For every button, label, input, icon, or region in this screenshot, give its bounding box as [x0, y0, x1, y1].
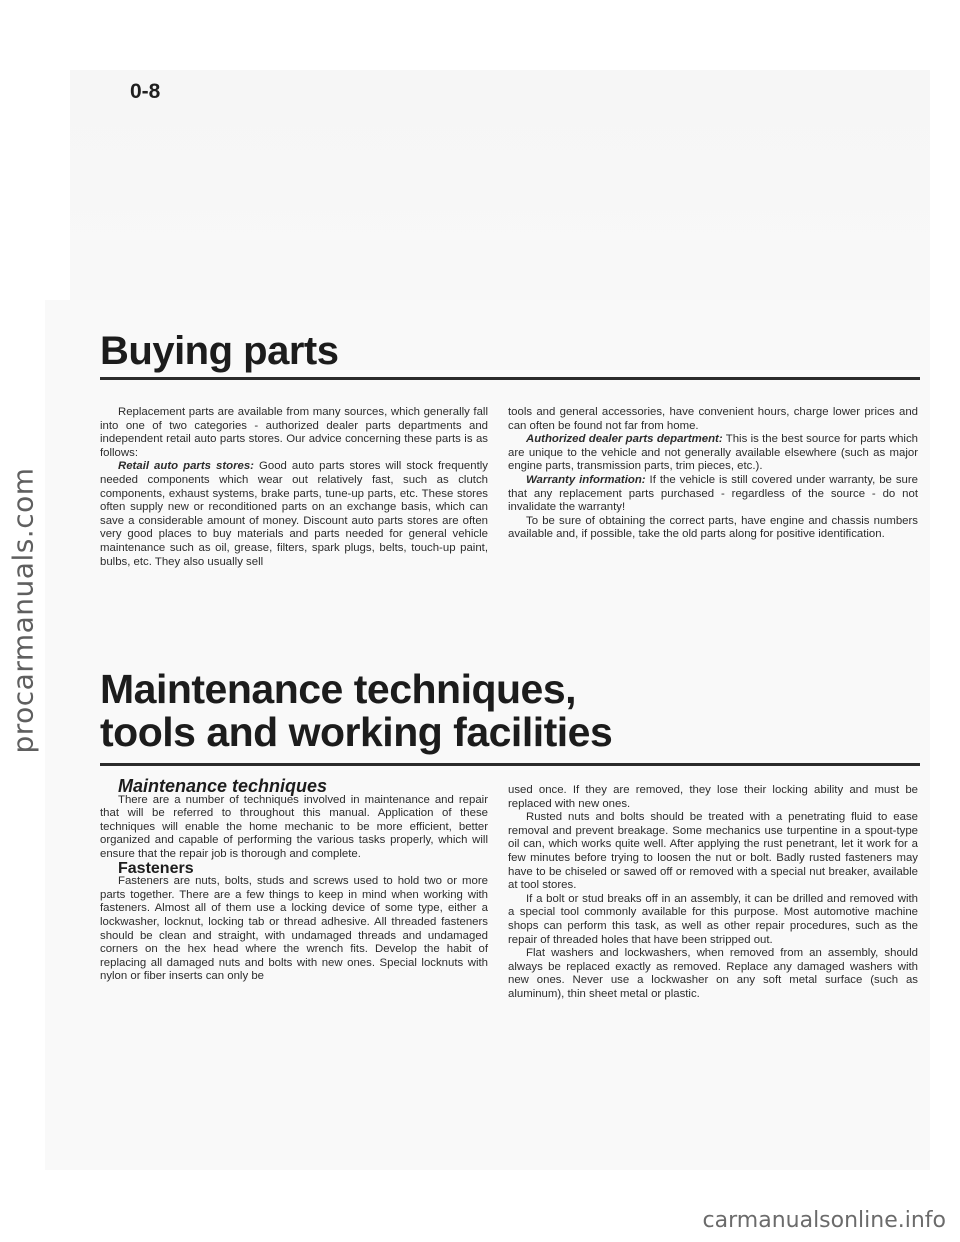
- buying-parts-title: Buying parts: [100, 329, 339, 373]
- correct-parts-paragraph: To be sure of obtaining the correct parts, have engine and chassis numbers available and, if possible, take the old parts along for positive identification.: [508, 514, 918, 541]
- warranty-text: If the vehicle is still covered under warranty, be sure that any replacement parts purchased - regardless of the source - do not invalidate the warranty!: [508, 473, 918, 514]
- buying-parts-intro: Replacement parts are available from many sources, which generally fall into one of two categories - authorized dealer parts departments and independent retail auto parts stores. Our advice concerning these parts is as follows:: [100, 406, 488, 459]
- retail-stores-text: Good auto parts stores will stock frequently needed components which wear out relatively fast, such as clutch components, exhaust systems, brake parts, tune-up parts, etc. These stores often supply new or reconditioned parts on an exchange basis, which can save a considerable amount of money. Discount auto parts stores are often very good places to buy materials and parts needed for general vehicle maintenance such as oil, grease, filters, spark plugs, belts, touch-up paint, bulbs, etc. They also usually sell: [100, 460, 488, 568]
- dealer-text: This is the best source for parts which are unique to the vehicle and not generally available elsewhere (such as major engine parts, transmission parts, trim pieces, etc.).: [508, 433, 918, 473]
- retail-stores-lead: Retail auto parts stores:: [118, 460, 254, 473]
- fasteners-text: Fasteners are nuts, bolts, studs and screws used to hold two or more parts together. There are a few things to keep in mind when working with fasteners. Almost all of them use a locking device of some type, either a lockwasher, locknut, locking tab or thread adhesive. All threaded fasteners should be clean and straight, with undamaged threads and undamaged corners on the hex head where the wrench fits. Develop the habit of replacing all damaged nuts and bolts with new ones. Special locknuts with nylon or fiber inserts can only be: [100, 875, 488, 983]
- broken-bolt-paragraph: If a bolt or stud breaks off in an assembly, it can be drilled and removed with a special tool commonly available for this purpose. Most automotive machine shops can perform this task, as well as other repair procedures, such as the repair of threaded holes that have been stripped out.: [508, 892, 918, 946]
- side-watermark: [5, 460, 41, 760]
- maintenance-title: [100, 668, 612, 754]
- maintenance-left-column: [100, 776, 488, 984]
- side-watermark-text: procarmanuals.com: [6, 466, 40, 754]
- maintenance-techniques-subhead: Maintenance techniques: [118, 776, 328, 796]
- buying-parts-right-column: [508, 406, 918, 542]
- retail-stores-paragraph: [100, 460, 488, 569]
- maintenance-techniques-text: There are a number of techniques involved in maintenance and repair that will be referred to throughout this manual. Application of these techniques will enable the home mechanic to be more efficient, better organized and capable of performing the various tasks properly, which will ensure that the repair job is thorough and complete.: [100, 793, 488, 860]
- dealer-lead: Authorized dealer parts department:: [526, 433, 723, 446]
- bottom-watermark: carmanualsonline.info: [702, 1208, 946, 1233]
- warranty-lead: Warranty information:: [526, 473, 646, 486]
- buying-parts-rule: [100, 377, 920, 380]
- maintenance-rule: [100, 763, 920, 766]
- dealer-paragraph: [508, 433, 918, 474]
- buying-parts-left-column: [100, 406, 488, 569]
- maintenance-title-line1: Maintenance techniques,: [100, 666, 577, 712]
- maintenance-title-line2: tools and working facilities: [100, 709, 613, 756]
- retail-stores-continued: tools and general accessories, have convenient hours, charge lower prices and can often be found not far from home.: [508, 406, 918, 432]
- page-number: 0-8: [130, 80, 161, 103]
- maintenance-right-column: [508, 784, 918, 1002]
- locknuts-continued: used once. If they are removed, they lose their locking ability and must be replaced with new ones.: [508, 784, 918, 810]
- fasteners-subhead: Fasteners: [118, 859, 194, 877]
- warranty-paragraph: [508, 474, 918, 515]
- rusted-fasteners-paragraph: Rusted nuts and bolts should be treated with a penetrating fluid to ease removal and prevent breakage. Some mechanics use turpentine in a spout-type oil can, which works quite well. After applying the rust penetrant, let it work for a few minutes before trying to loosen the nut or bolt. Badly rusted fasteners may have to be chiseled or sawed off or removed with a special nut breaker, available at tool stores.: [508, 811, 918, 892]
- washers-paragraph: Flat washers and lockwashers, when removed from an assembly, should always be replaced exactly as removed. Replace any damaged washers with new ones. Never use a lockwasher on any soft metal surface (such as aluminum), thin sheet metal or plastic.: [508, 947, 918, 1000]
